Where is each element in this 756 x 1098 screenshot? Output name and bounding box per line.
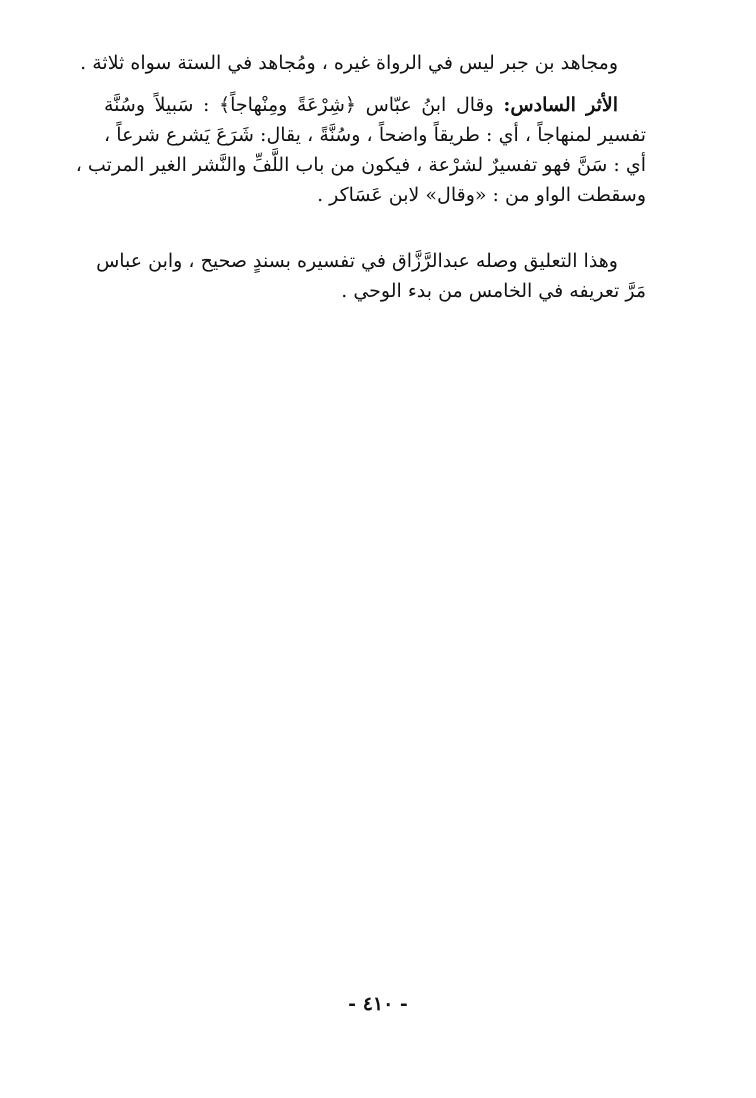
text-line: مَرَّ تعريفه في الخامس من بدء الوحي . <box>341 280 646 302</box>
text-line: وهذا التعليق وصله عبدالرَّزَّاق في تفسيره بسندٍ صحيح ، وابن عباس <box>96 250 618 272</box>
text-line <box>104 90 646 120</box>
paragraph-abdulrazzaq-note <box>96 246 646 306</box>
section-heading: الأثر السادس: <box>503 94 618 116</box>
text-line: تفسير لمنهاجاً ، أي : طريقاً واضحاً ، وسُنَّةً ، يقال: شَرَعَ يَشرع شرعاً ، <box>104 124 646 146</box>
page-number: - ٤١٠ - <box>348 993 408 1015</box>
text-line: ومجاهد بن جبر ليس في الرواة غيره ، ومُجاهد في الستة سواه ثلاثة . <box>80 52 618 74</box>
paragraph-mujahid-note <box>80 48 646 78</box>
text-segment: وقال ابنُ عبّاس ﴿شِرْعَةً ومِنْهاجاً﴾ : سَبيلاً وسُنَّة <box>104 94 494 116</box>
text-line: وسقطت الواو من : «وقال» لابن عَسَاكر . <box>317 184 646 206</box>
text-line: أي : سَنَّ فهو تفسيرٌ لشرْعة ، فيكون من باب اللَّفِّ والنَّشر الغير المرتب ، <box>75 154 646 176</box>
paragraph-sixth-athar <box>75 90 646 210</box>
